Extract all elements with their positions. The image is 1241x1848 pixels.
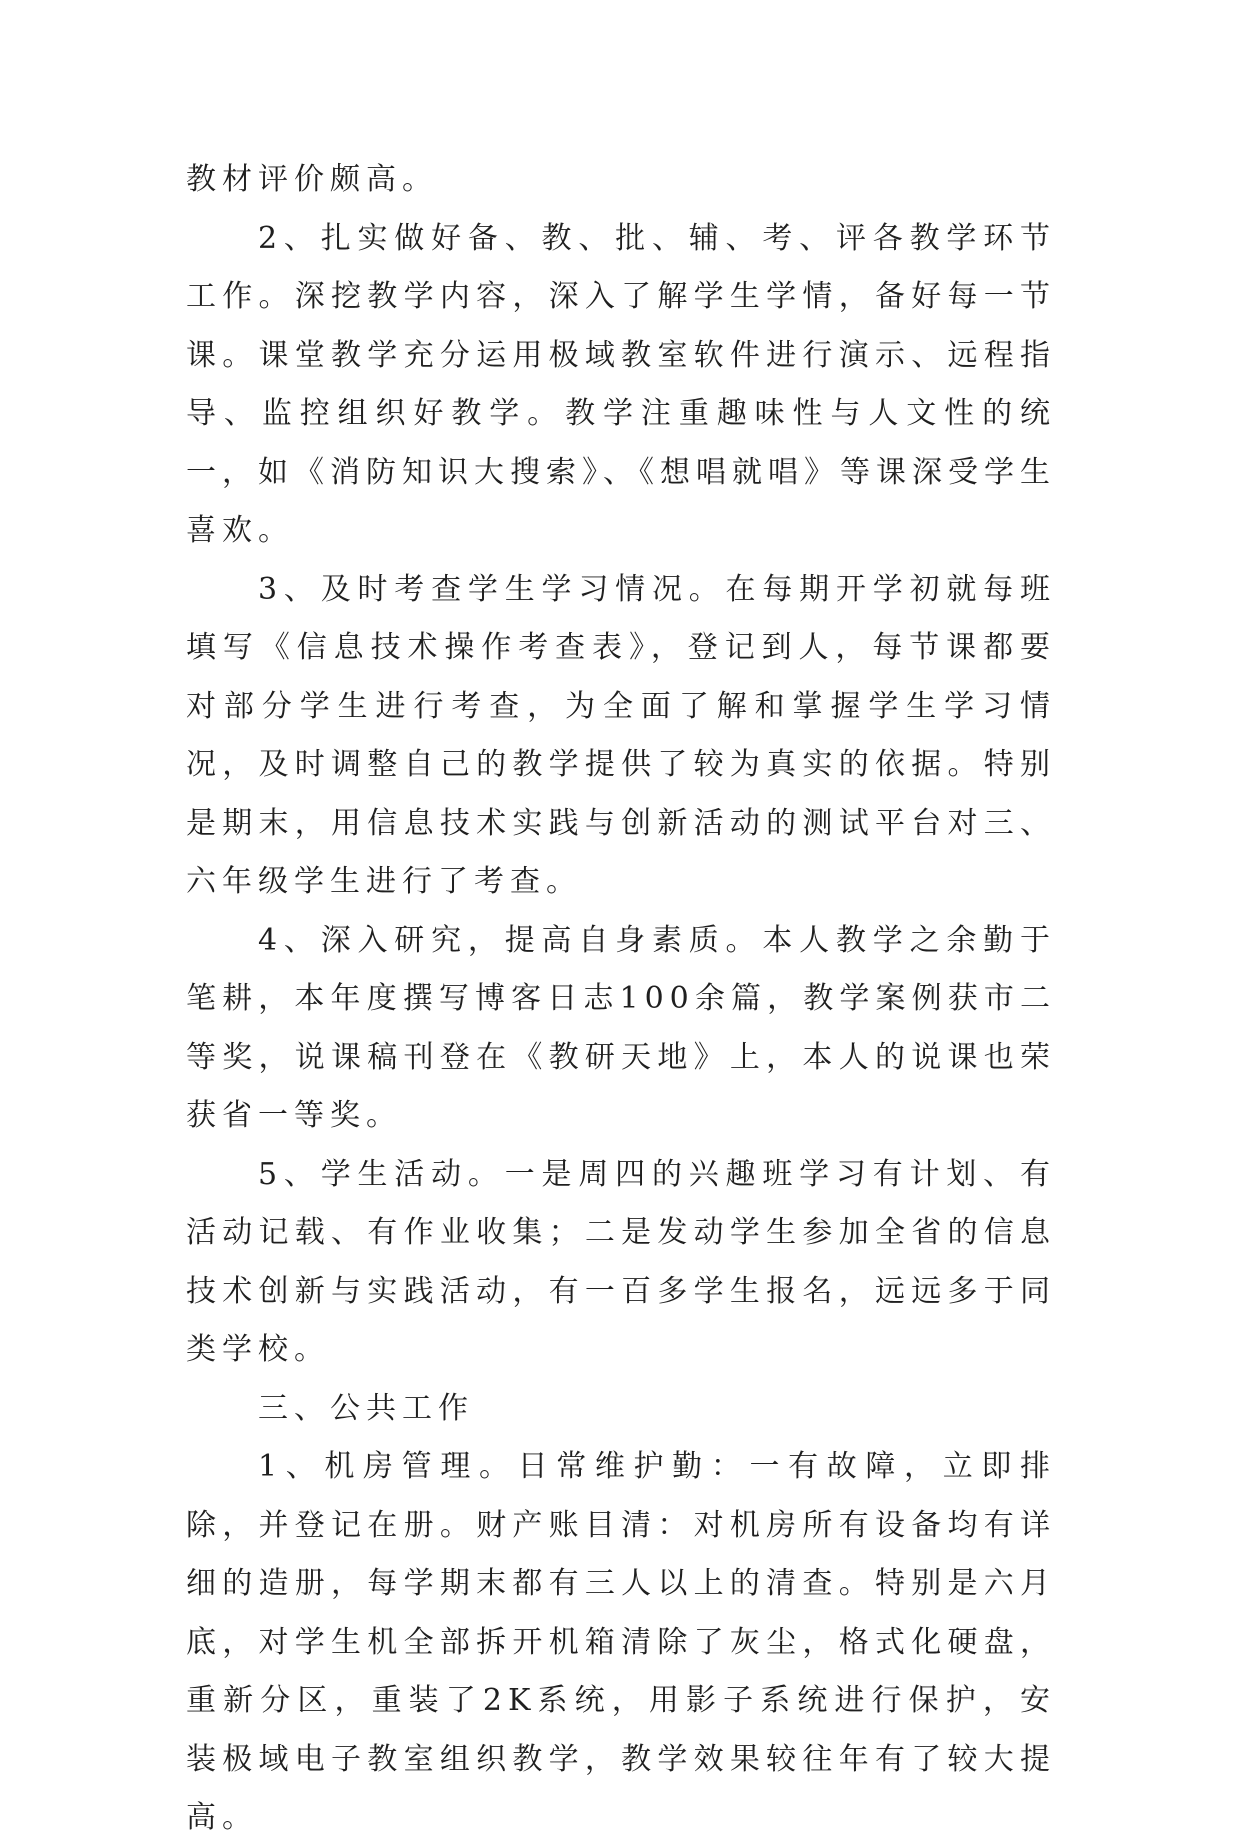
paragraph-item-2: 2、扎实做好备、教、批、辅、考、评各教学环节工作。深挖教学内容，深入了解学生学情，备好每一节课。课堂教学充分运用极域教室软件进行演示、远程指导、监控组织好教学。教学注重趣味性与人文性的统一，如《消防知识大搜索》、《想唱就唱》等课深受学生喜欢。: [186, 220, 1056, 548]
section-heading-public-work: 三、公共工作: [258, 1390, 474, 1426]
paragraph-item-5: 5、学生活动。一是周四的兴趣班学习有计划、有活动记载、有作业收集；二是发动学生参加全省的信息技术创新与实践活动，有一百多学生报名，远远多于同类学校。: [186, 1156, 1056, 1367]
paragraph-item-4: 4、深入研究，提高自身素质。本人教学之余勤于笔耕，本年度撰写博客日志100余篇，教学案例获市二等奖，说课稿刊登在《教研天地》上，本人的说课也荣获省一等奖。: [186, 922, 1056, 1133]
paragraph-item-1-lab-management: 1、机房管理。日常维护勤：一有故障，立即排除，并登记在册。财产账目清：对机房所有设备均有详细的造册，每学期末都有三人以上的清查。特别是六月底，对学生机全部拆开机箱清除了灰尘，格式化硬盘，重新分区，重装了2K系统，用影子系统进行保护，安装极域电子教室组织教学，教学效果较往年有了较大提高。: [186, 1449, 1056, 1835]
document-body: [186, 151, 1056, 1848]
paragraph-item-3: 3、及时考查学生学习情况。在每期开学初就每班填写《信息技术操作考查表》，登记到人，每节课都要对部分学生进行考查，为全面了解和掌握学生学习情况，及时调整自己的教学提供了较为真实的依据。特别是期末，用信息技术实践与创新活动的测试平台对三、六年级学生进行了考查。: [186, 571, 1056, 899]
paragraph-continuation: 教材评价颇高。: [186, 162, 438, 197]
